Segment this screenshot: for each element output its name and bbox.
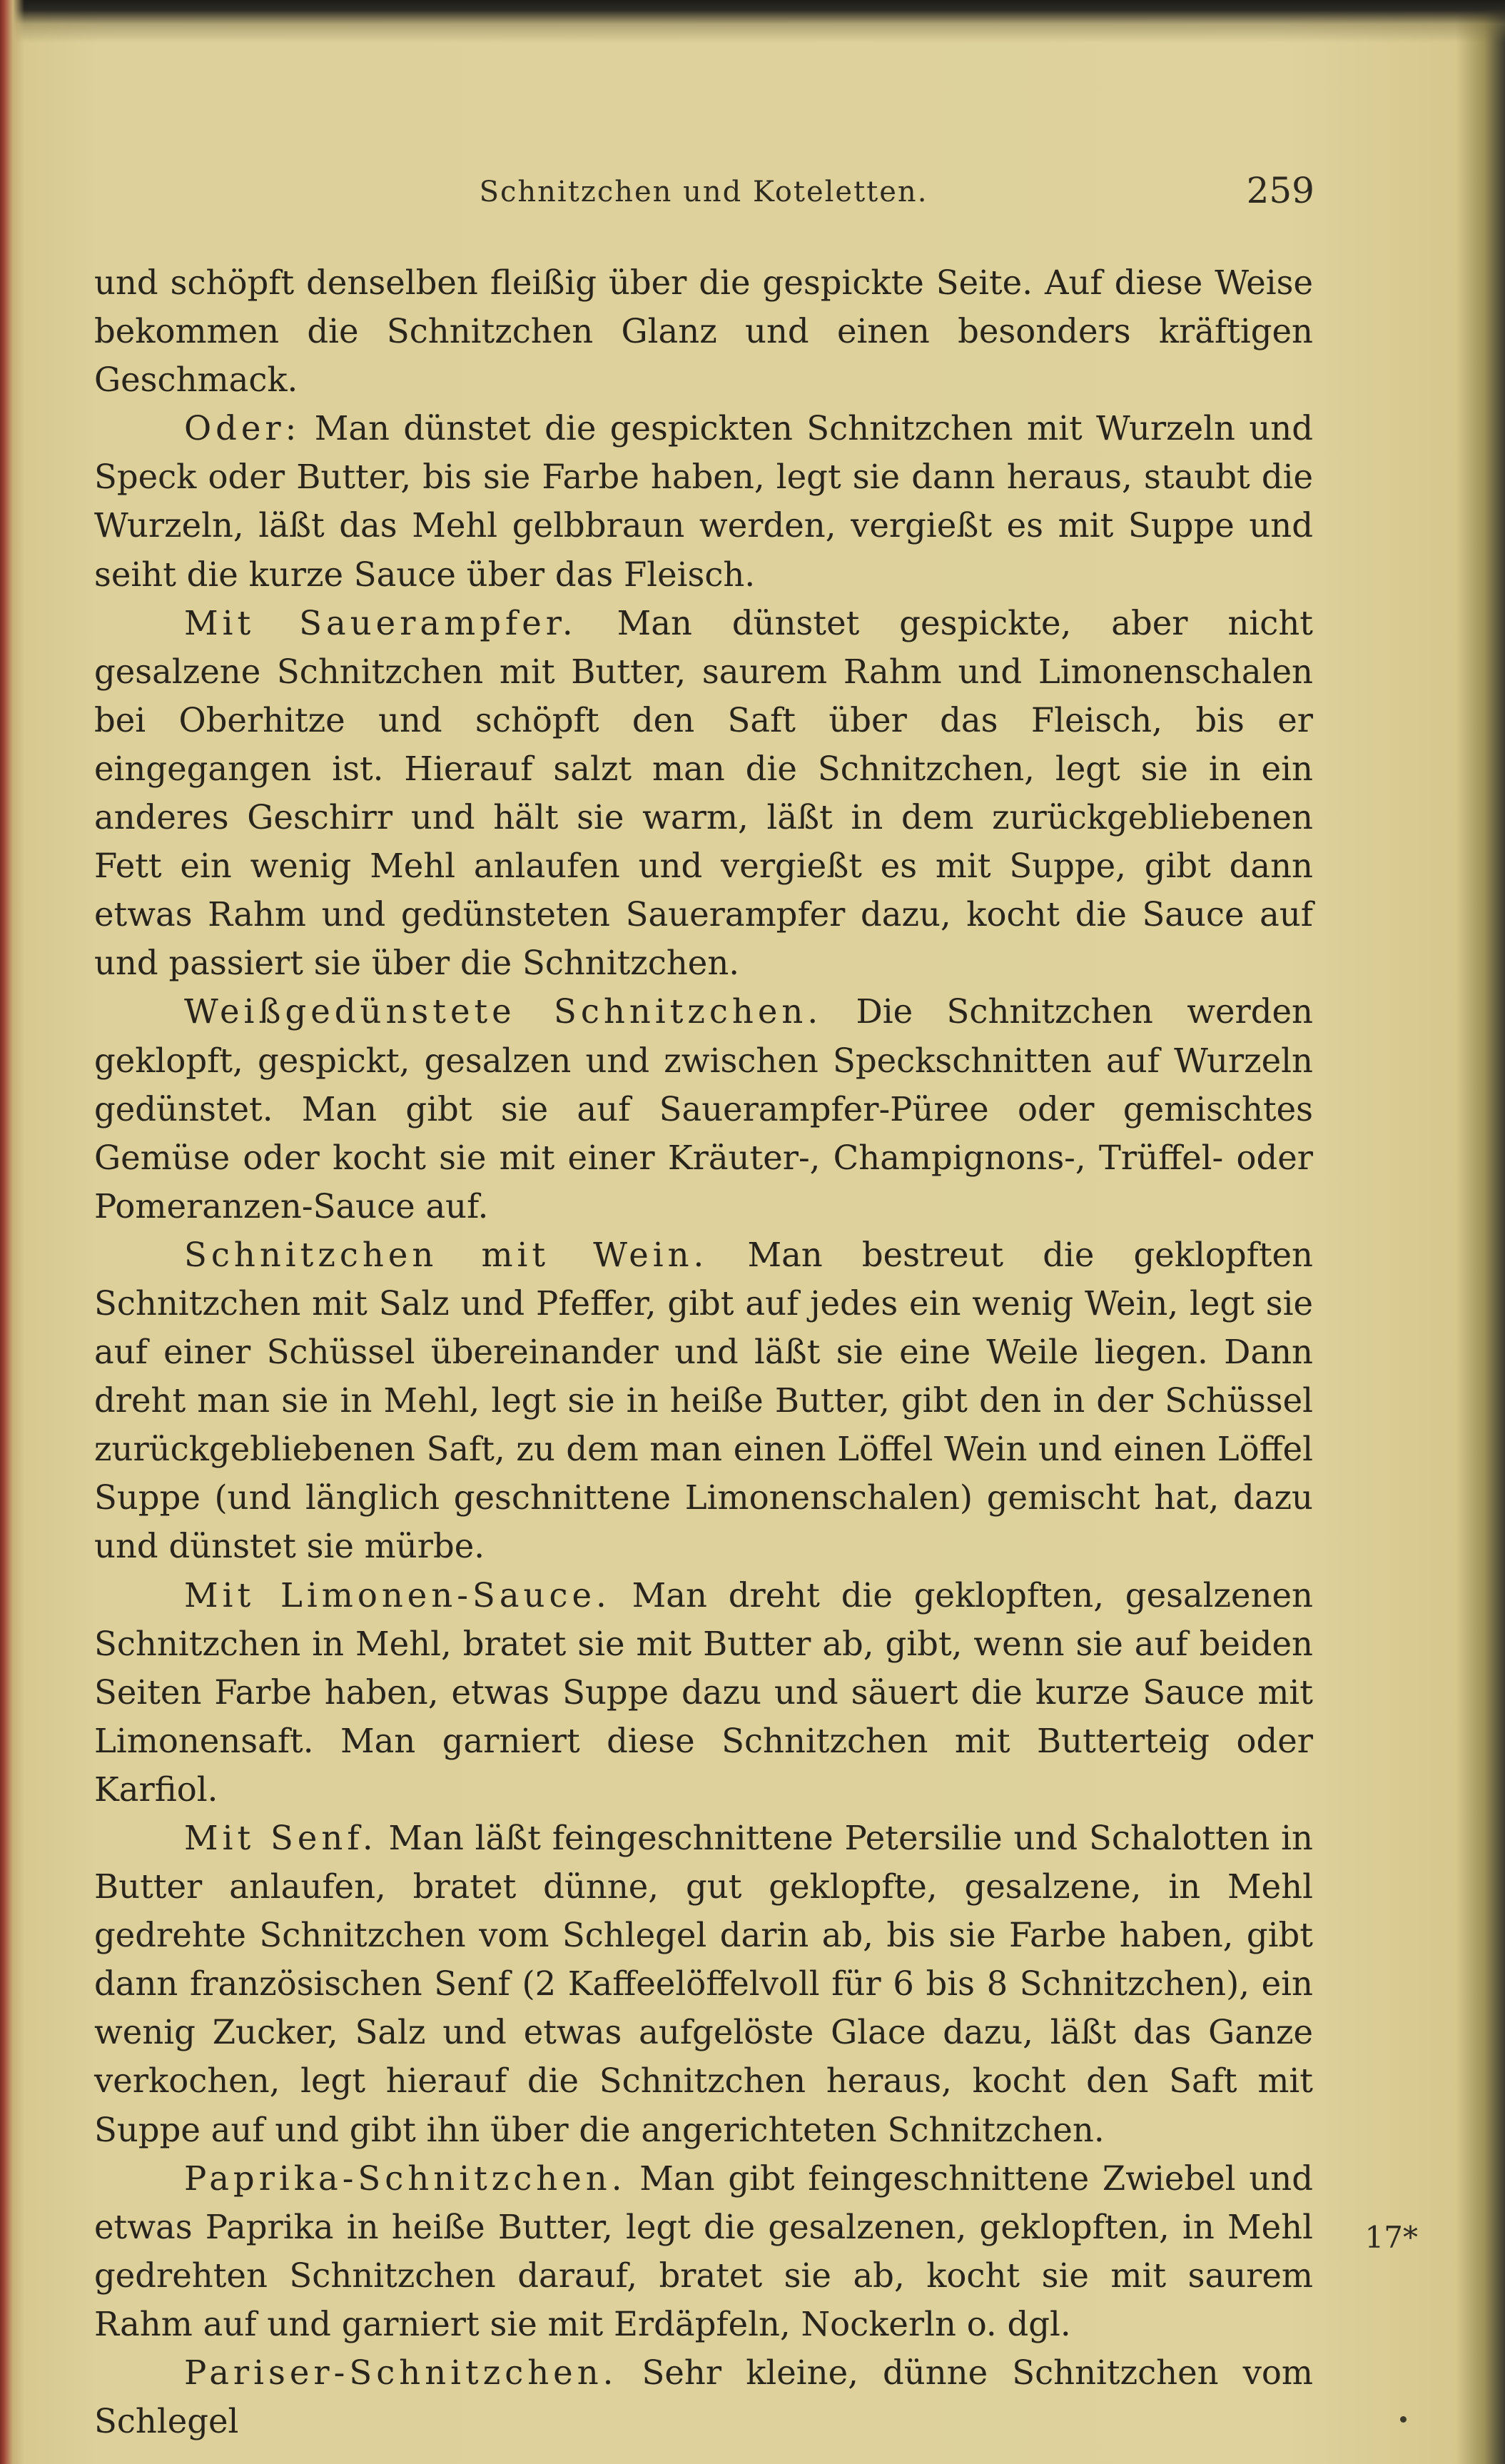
paragraph	[94, 404, 1313, 598]
scan-top-shadow	[0, 0, 1505, 43]
paragraph-text: Man bestreut die geklopften Schnitzchen mit Salz und Pfeffer, gibt auf jedes ein wenig Wein, legt sie auf einer Schüssel übereinander und läßt sie eine Weile liegen. Dann dreht man sie in Mehl, legt sie in heiße Butter, gibt den in der Schüssel zurückgebliebenen Saft, zu dem man einen Löffel Wein und einen Löffel Suppe (und länglich geschnittene Limonenschalen) gemischt hat, dazu und dünstet sie mürbe.	[94, 1235, 1313, 1566]
paragraph-text: Man dreht die geklopften, gesalzenen Schnitzchen in Mehl, bratet sie mit Butter ab, gibt, wenn sie auf beiden Seiten Farbe haben, etwas Suppe dazu und säuert die kurze Sauce mit Limonensaft. Man garniert diese Schnitzchen mit Butterteig oder Karfiol.	[94, 1575, 1313, 1809]
paragraph-text: und schöpft denselben fleißig über die gespickte Seite. Auf diese Weise bekommen die Schnitzchen Glanz und einen besonders kräftigen Geschmack.	[94, 263, 1313, 400]
paragraph-text: Man dünstet gespickte, aber nicht gesalzene Schnitzchen mit Butter, saurem Rahm und Limonenschalen bei Oberhitze und schöpft den Saft über das Fleisch, bis er eingegangen ist. Hierauf salzt man die Schnitzchen, legt sie in ein anderes Geschirr und hält sie warm, läßt in dem zurückgebliebenen Fett ein wenig Mehl anlaufen und vergießt es mit Suppe, gibt dann etwas Rahm und gedünsteten Sauerampfer dazu, kocht die Sauce auf und passiert sie über die Schnitzchen.	[94, 603, 1313, 983]
body-text	[94, 258, 1313, 2445]
running-head	[93, 170, 1314, 216]
paragraph	[94, 1231, 1313, 1571]
paragraph-text: Die Schnitzchen werden geklopft, gespickt, gesalzen und zwischen Speckschnitten auf Wurzeln gedünstet. Man gibt sie auf Sauerampfer-Püree oder gemischtes Gemüse oder kocht sie mit einer Kräuter-, Champignons-, Trüffel- oder Pomeranzen-Sauce auf.	[94, 992, 1314, 1226]
recipe-label: Schnitzchen mit Wein.	[184, 1235, 709, 1274]
paragraph-text: Man dünstet die gespickten Schnitzchen mit Wurzeln und Speck oder Butter, bis sie Farbe haben, legt sie dann heraus, staubt die Wurzeln, läßt das Mehl gelbbraun werden, vergießt es mit Suppe und seiht die kurze Sauce über das Fleisch.	[94, 409, 1313, 594]
paragraph	[94, 599, 1313, 988]
scan-binding-edge	[0, 0, 24, 2464]
recipe-label: Weißgedünstete Schnitzchen.	[184, 992, 823, 1031]
recipe-label: Mit Senf.	[184, 1819, 377, 1857]
recipe-label: Pariser-Schnitzchen.	[184, 2353, 618, 2393]
paragraph	[94, 987, 1313, 1230]
recipe-label: Mit Sauerampfer.	[184, 603, 577, 642]
paragraph	[94, 1571, 1313, 1814]
running-title: Schnitzchen und Koteletten.	[479, 176, 928, 208]
paragraph-text: Man läßt feingeschnittene Petersilie und Schalotten in Butter anlaufen, bratet dünne, gut geklopfte, gesalzene, in Mehl gedrehte Schnitzchen vom Schlegel darin ab, bis sie Farbe haben, gibt dann französischen Senf (2 Kaffeelöffelvoll für 6 bis 8 Schnitzchen), ein wenig Zucker, Salz und etwas aufgelöste Glace dazu, läßt das Ganze verkochen, legt hierauf die Schnitzchen heraus, kocht den Saft mit Suppe auf und gibt ihn über die angerichteten Schnitzchen.	[94, 1819, 1313, 2149]
paragraph	[94, 258, 1313, 404]
paragraph	[94, 2348, 1313, 2445]
paragraph-text: Sehr kleine, dünne Schnitzchen vom Schlegel	[94, 2353, 1313, 2441]
paragraph	[94, 1814, 1313, 2154]
paragraph-text: Man gibt feingeschnittene Zwiebel und etwas Paprika in heiße Butter, legt die gesalzenen, geklopften, in Mehl gedrehten Schnitzchen darauf, bratet sie ab, kocht sie mit saurem Rahm auf und garniert sie mit Erdäpfeln, Nockerln o. dgl.	[94, 2158, 1313, 2343]
signature-mark: 17*	[1364, 2220, 1418, 2255]
recipe-label: Paprika-Schnitzchen.	[184, 2158, 627, 2198]
recipe-label: Oder:	[184, 409, 301, 448]
scan-speck	[1400, 2416, 1407, 2423]
page-number: 259	[1246, 170, 1314, 211]
recipe-label: Mit Limonen-Sauce.	[184, 1575, 611, 1615]
paragraph	[94, 2154, 1313, 2348]
